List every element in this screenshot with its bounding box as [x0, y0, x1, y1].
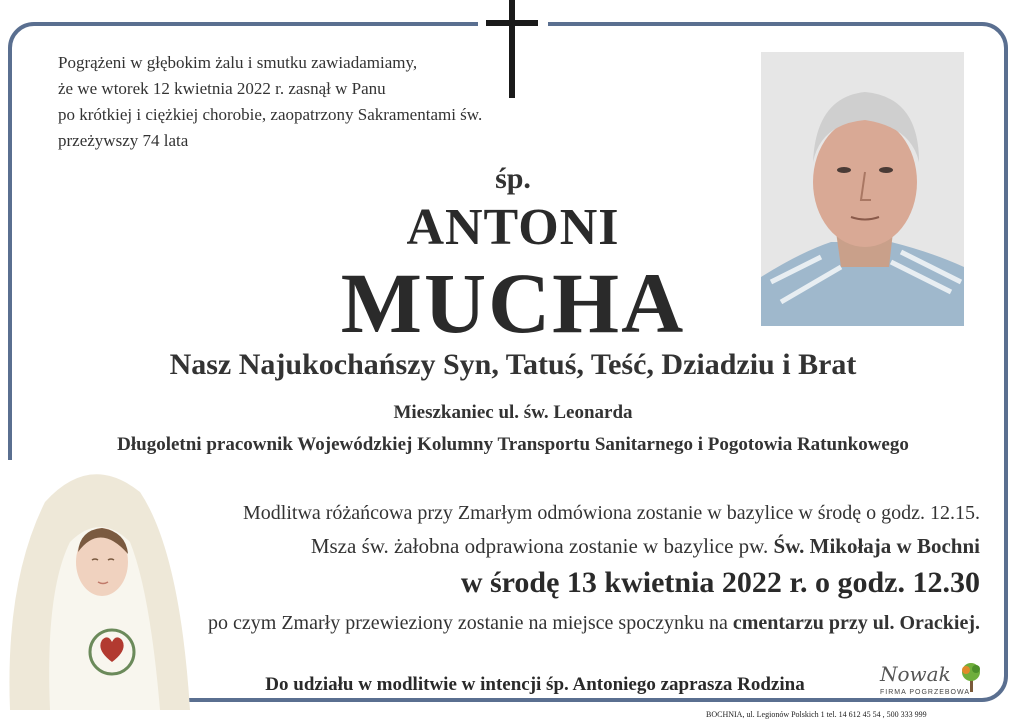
- rosary-line: Modlitwa różańcowa przy Zmarłym odmówiona zostanie w bazylice w środę o godz. 12.15.: [242, 502, 980, 524]
- mass-church: Św. Mikołaja w Bochni: [773, 534, 980, 558]
- last-name: MUCHA: [340, 255, 686, 351]
- tree-icon: [958, 662, 984, 692]
- deceased-photo: [761, 52, 964, 326]
- intro-line: Pogrążeni w głębokim żalu i smutku zawiadamiamy,: [58, 53, 418, 72]
- mass-prefix: Msza św. żałobna odprawiona zostanie w bazylice pw.: [310, 534, 774, 558]
- burial-place: cmentarzu przy ul. Orackiej.: [732, 612, 980, 634]
- employee-line: Długoletni pracownik Wojewódzkiej Kolumny Transportu Sanitarnego i Pogotowia Ratunkowego: [117, 434, 909, 455]
- relations-line: Nasz Najukochańszy Syn, Tatuś, Teść, Dziadziu i Brat: [169, 348, 857, 381]
- footer-contact: BOCHNIA, ul. Legionów Polskich 1 tel. 14 612 45 54 , 500 333 999: [706, 710, 927, 719]
- intro-line: że we wtorek 12 kwietnia 2022 r. zasnął w Panu: [58, 79, 386, 98]
- mass-line: [311, 534, 980, 559]
- intro-text: [58, 50, 482, 154]
- first-name: ANTONI: [406, 199, 620, 256]
- logo-name: Nowak: [880, 662, 951, 686]
- funeral-home-logo: [878, 662, 988, 700]
- intro-line: przeżywszy 74 lata: [58, 131, 189, 150]
- burial-prefix: po czym Zmarły przewieziony zostanie na miejsce spoczynku na: [208, 612, 733, 634]
- funeral-date: w środę 13 kwietnia 2022 r. o godz. 12.30: [460, 566, 980, 599]
- logo-subtitle: FIRMA POGRZEBOWA: [880, 689, 971, 696]
- cross-icon: [486, 0, 538, 98]
- deceased-prefix: śp.: [495, 162, 531, 195]
- virgin-mary-image: [0, 462, 200, 710]
- closing-invitation: Do udziału w modlitwie w intencji śp. Antoniego zaprasza Rodzina: [265, 674, 805, 695]
- intro-line: po krótkiej i ciężkiej chorobie, zaopatrzony Sakramentami św.: [58, 105, 483, 124]
- resident-line: Mieszkaniec ul. św. Leonarda: [393, 402, 633, 423]
- burial-line: [208, 612, 980, 635]
